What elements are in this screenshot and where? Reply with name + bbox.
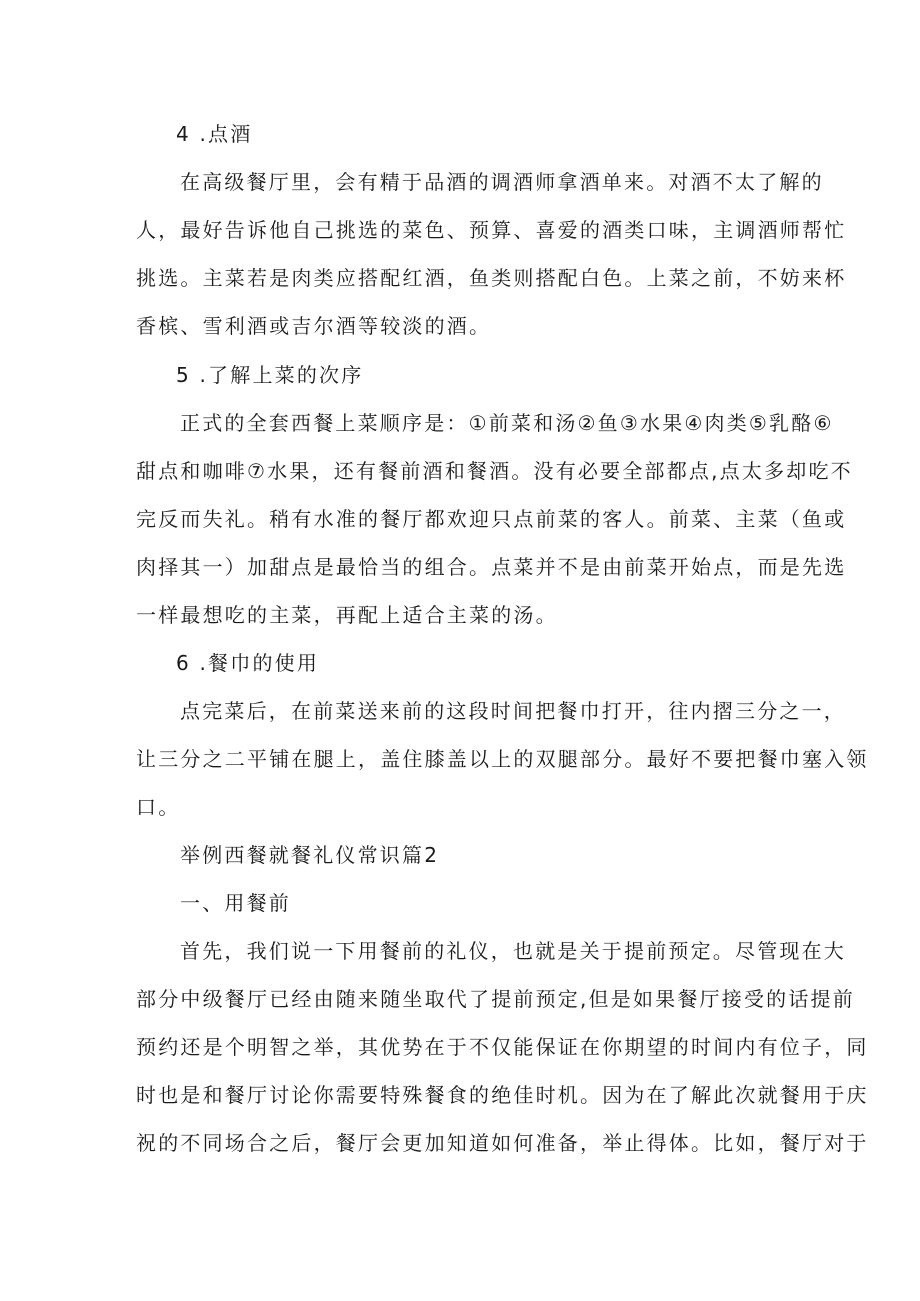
section-6-heading: 6 .餐巾的使用: [176, 651, 320, 675]
section-6-line-3: 口。: [136, 795, 181, 819]
section-5-heading: 5 .了解上菜的次序: [176, 363, 364, 387]
section-5-line-2: 甜点和咖啡⑦水果，还有餐前酒和餐酒。没有必要全部都点,点太多却吃不: [136, 459, 853, 483]
part-2-subheading: 一、用餐前: [180, 891, 291, 915]
part-2-line-5: 祝的不同场合之后，餐厅会更加知道如何准备，举止得体。比如，餐厅对于: [136, 1131, 869, 1155]
section-5-line-1: 正式的全套西餐上菜顺序是：①前菜和汤②鱼③水果④肉类⑤乳酪⑥: [180, 411, 834, 435]
part-2-line-3: 预约还是个明智之举，其优势在于不仅能保证在你期望的时间内有位子，同: [136, 1035, 869, 1059]
section-6-line-2: 让三分之二平铺在腿上，盖住膝盖以上的双腿部分。最好不要把餐巾塞入领: [136, 747, 869, 771]
section-5-line-3: 完反而失礼。稍有水准的餐厅都欢迎只点前菜的客人。前菜、主菜（鱼或: [136, 507, 847, 531]
part-2-line-1: 首先，我们说一下用餐前的礼仪，也就是关于提前预定。尽管现在大: [180, 939, 846, 963]
section-4-line-3: 挑选。主菜若是肉类应搭配红酒，鱼类则搭配白色。上菜之前，不妨来杯: [136, 266, 847, 290]
section-4-line-1: 在高级餐厅里，会有精于品酒的调酒师拿酒单来。对酒不太了解的: [180, 170, 824, 194]
part-2-line-4: 时也是和餐厅讨论你需要特殊餐食的绝佳时机。因为在了解此次就餐用于庆: [136, 1083, 869, 1107]
section-5-line-4: 肉择其一）加甜点是最恰当的组合。点菜并不是由前菜开始点，而是先选: [136, 555, 847, 579]
section-5-line-5: 一样最想吃的主菜，再配上适合主菜的汤。: [136, 603, 558, 627]
section-4-line-2: 人，最好告诉他自己挑选的菜色、预算、喜爱的酒类口味，主调酒师帮忙: [136, 218, 847, 242]
section-4-line-4: 香槟、雪利酒或吉尔酒等较淡的酒。: [136, 314, 492, 338]
part-2-line-2: 部分中级餐厅已经由随来随坐取代了提前预定,但是如果餐厅接受的话提前: [136, 987, 855, 1011]
section-4-heading: 4 .点酒: [176, 122, 253, 146]
part-2-title: 举例西餐就餐礼仪常识篇2: [180, 843, 440, 867]
section-6-line-1: 点完菜后，在前菜送来前的这段时间把餐巾打开，往内摺三分之一，: [180, 699, 846, 723]
